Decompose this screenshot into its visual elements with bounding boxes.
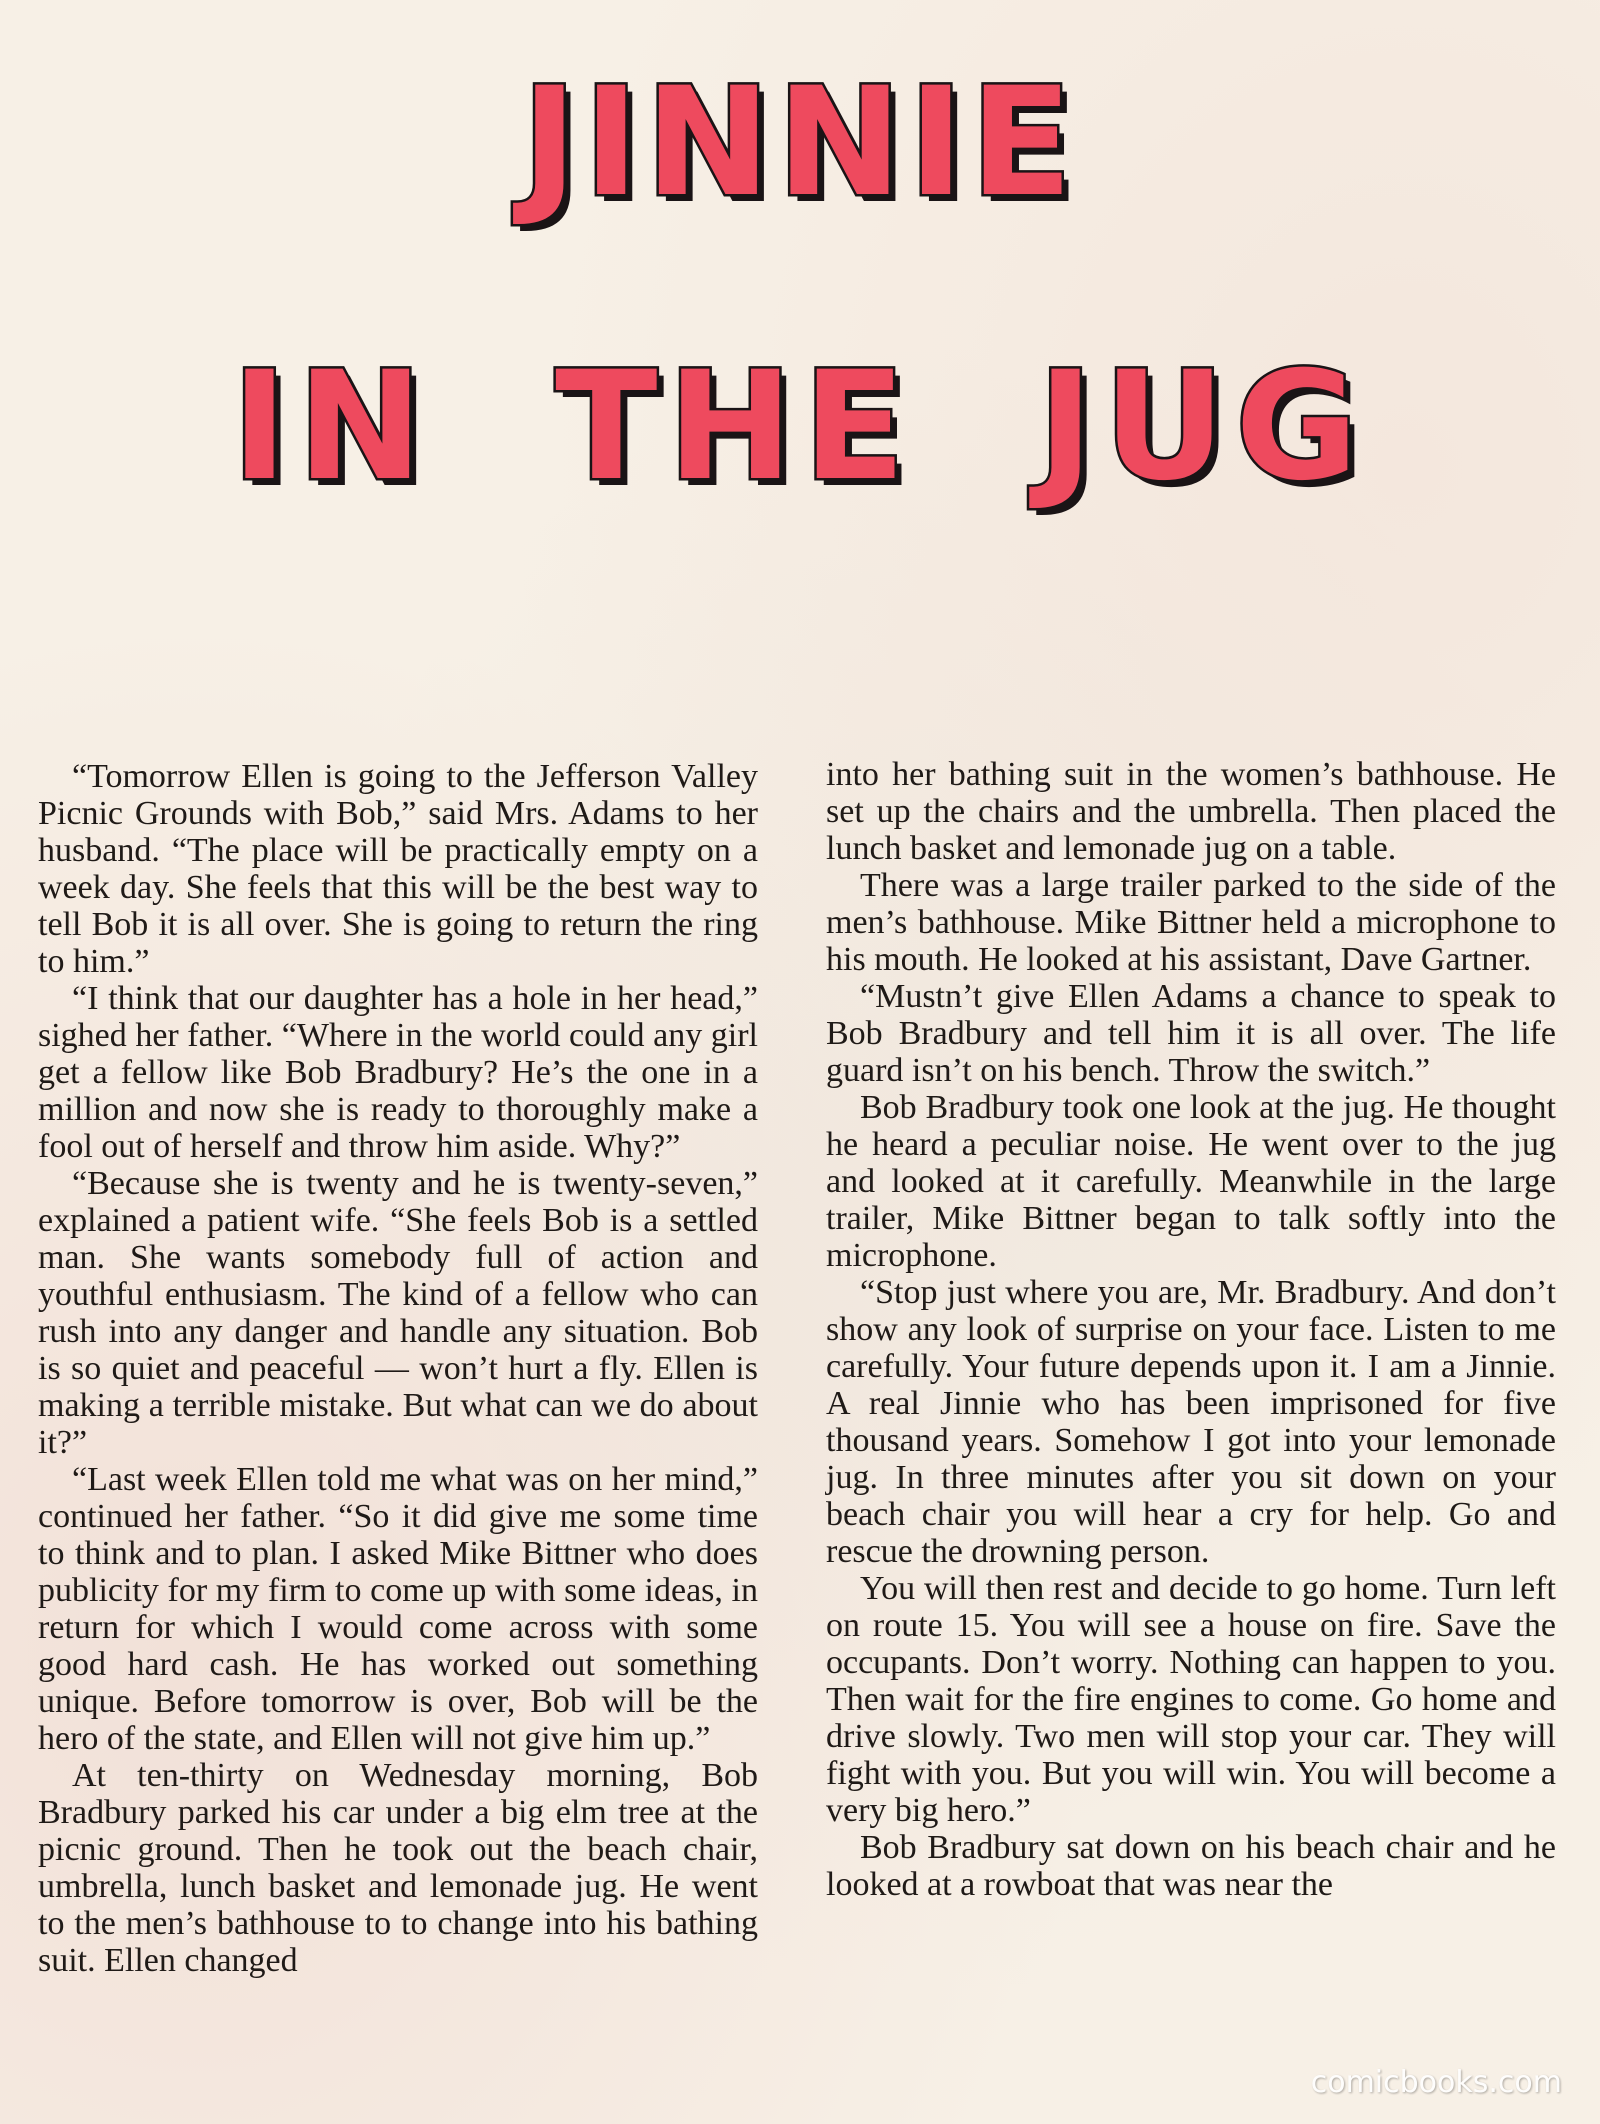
story-paragraph: “Tomorrow Ellen is going to the Jefferson Valley Picnic Grounds with Bob,” said Mrs. Adams to her husband. “The place will be practically empty on a week day. She feels that this will be the best way to tell Bob it is all over. She is going to return the ring to him.” bbox=[38, 758, 758, 980]
story-paragraph: Bob Bradbury sat down on his beach chair and he looked at a rowboat that was near the bbox=[826, 1829, 1556, 1903]
story-paragraph-continued: into her bathing suit in the women’s bathhouse. He set up the chairs and the umbrella. Then placed the lunch basket and lemonade jug on a table. bbox=[826, 756, 1556, 867]
story-title-line-2: IN THE JUG bbox=[231, 340, 1369, 514]
story-paragraph: You will then rest and decide to go home. Turn left on route 15. You will see a house on fire. Save the occupants. Don’t worry. Nothing can happen to you. Then wait for the fire engines to come. Go home and drive slowly. Two men will stop your car. They will fight with you. But you will win. You will become a very big hero.” bbox=[826, 1570, 1556, 1829]
story-paragraph: There was a large trailer parked to the side of the men’s bathhouse. Mike Bittner held a microphone to his mouth. He looked at his assistant, Dave Gartner. bbox=[826, 867, 1556, 978]
story-paragraph: “Last week Ellen told me what was on her mind,” continued her father. “So it did give me some time to think and to plan. I asked Mike Bittner who does publicity for my firm to come up with some ideas, in return for which I would come across with some good hard cash. He has worked out something unique. Before tomorrow is over, Bob will be the hero of the state, and Ellen will not give him up.” bbox=[38, 1461, 758, 1757]
story-paragraph: “Stop just where you are, Mr. Bradbury. And don’t show any look of surprise on your face. Listen to me carefully. Your future depends upon it. I am a Jinnie. A real Jinnie who has been imprisoned for five thousand years. Somehow I got into your lemonade jug. In three minutes after you sit down on your beach chair you will hear a cry for help. Go and rescue the drowning person. bbox=[826, 1274, 1556, 1570]
story-paragraph: “Because she is twenty and he is twenty-seven,” explained a patient wife. “She feels Bob is a settled man. She wants somebody full of action and youthful enthusiasm. The kind of a fellow who can rush into any danger and handle any situation. Bob is so quiet and peaceful — won’t hurt a fly. Ellen is making a terrible mistake. But what can we do about it?” bbox=[38, 1165, 758, 1461]
story-paragraph: “I think that our daughter has a hole in her head,” sighed her father. “Where in the world could any girl get a fellow like Bob Bradbury? He’s the one in a million and now she is ready to thoroughly make a fool out of herself and throw him aside. Why?” bbox=[38, 980, 758, 1165]
story-right-column bbox=[826, 756, 1556, 1903]
site-watermark: comicbooks.com bbox=[1310, 2065, 1562, 2100]
story-paragraph: At ten-thirty on Wednesday morning, Bob Bradbury parked his car under a big elm tree at the picnic ground. Then he took out the beach chair, umbrella, lunch basket and lemonade jug. He went to the men’s bathhouse to to change into his bathing suit. Ellen changed bbox=[38, 1757, 758, 1979]
story-left-column bbox=[38, 758, 758, 1979]
story-paragraph: Bob Bradbury took one look at the jug. He thought he heard a peculiar noise. He went over to the jug and looked at it carefully. Meanwhile in the large trailer, Mike Bittner began to talk softly into the microphone. bbox=[826, 1089, 1556, 1274]
story-paragraph: “Mustn’t give Ellen Adams a chance to speak to Bob Bradbury and tell him it is all over. The life guard isn’t on his bench. Throw the switch.” bbox=[826, 978, 1556, 1089]
story-title-line-1: JINNIE bbox=[521, 56, 1079, 230]
